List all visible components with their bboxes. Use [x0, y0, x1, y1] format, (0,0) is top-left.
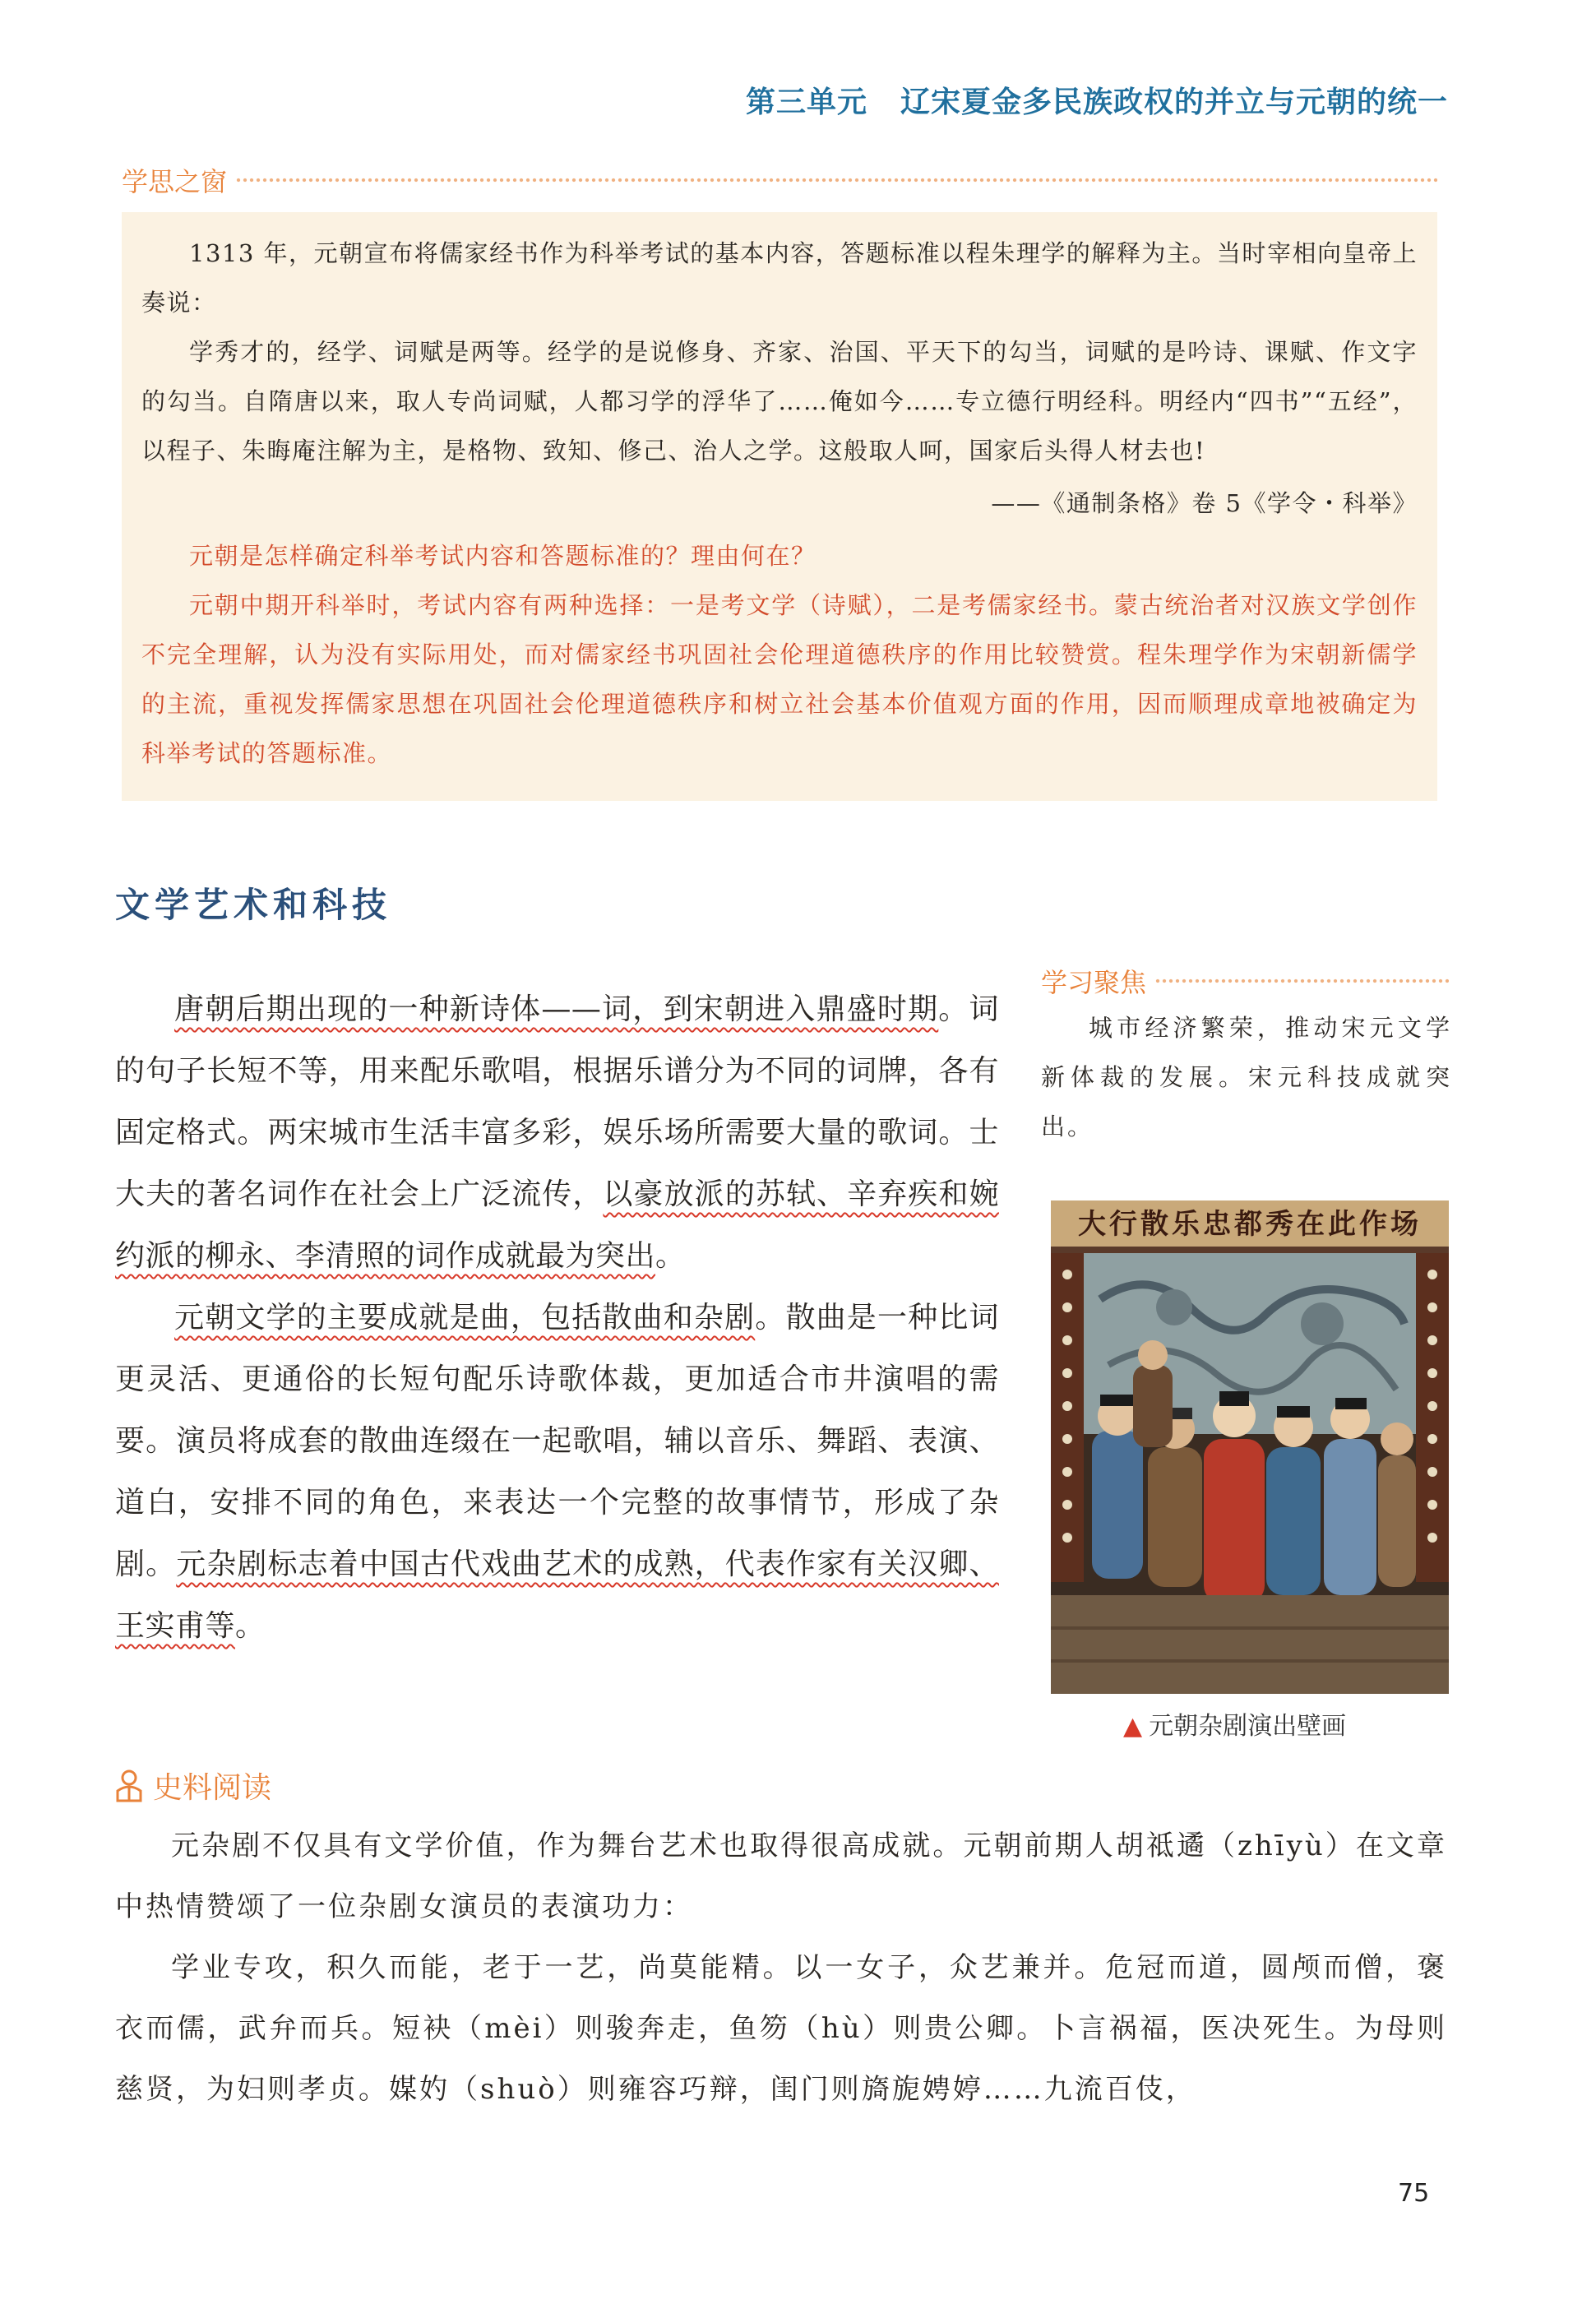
- think-window-label: 学思之窗: [122, 166, 228, 197]
- think-window-question: 元朝是怎样确定科举考试内容和答题标准的？理由何在？: [189, 542, 817, 570]
- focus-label: 学习聚焦: [1041, 967, 1147, 998]
- body-text: 。: [655, 1239, 686, 1273]
- unit-number: 第三单元: [745, 86, 867, 119]
- reading-header: [115, 1765, 271, 1806]
- figure-caption: [1123, 1705, 1346, 1742]
- body-text: 。散曲是一种比词更灵活、更通俗的长短句配乐诗歌体裁，更加适合市井演唱的需要。演员将成套的散曲连缀在一起歌唱，辅以音乐、舞蹈、表演、道白，安排不同的角色，来表达一个完整的故事情节，形成了杂剧。: [115, 1301, 999, 1581]
- think-window-header: [122, 161, 1437, 199]
- dotted-divider: [1154, 977, 1449, 985]
- think-window-box: [122, 212, 1437, 801]
- reading-intro: 元杂剧不仅具有文学价值，作为舞台艺术也取得很高成就。元朝前期人胡祗遹（zhīyù）在文章中热情赞颂了一位杂剧女演员的表演功力：: [115, 1830, 1447, 1923]
- focus-header: [1041, 962, 1449, 1000]
- mural-banner-text: 大行散乐忠都秀在此作场: [1078, 1208, 1422, 1241]
- body-text: 。词的句子长短不等，用来配乐歌唱，根据乐谱分为不同的词牌，各有固定格式。两宋城市生活丰富多彩，娱乐场所需要大量的歌词。士大夫的著名词作在社会上广泛流传，: [115, 992, 999, 1211]
- paragraph-qu: [115, 1287, 999, 1657]
- paragraph-ci: [115, 978, 999, 1287]
- think-window-quote: 学秀才的，经学、词赋是两等。经学的是说修身、齐家、治国、平天下的勾当，词赋的是吟诗、课赋、作文字的勾当。自隋唐以来，取人专尚词赋，人都习学的浮华了……俺如今……专立德行明经科。明经内“四书”“五经”，以程子、朱晦庵注解为主，是格物、致知、修己、治人之学。这般取人呵，国家后头得人材去也!: [141, 338, 1418, 465]
- page-number: 75: [1398, 2179, 1430, 2208]
- figure-caption-text: 元朝杂剧演出壁画: [1149, 1712, 1347, 1741]
- body-text: 。: [235, 1609, 266, 1643]
- triangle-icon: ▲: [1123, 1712, 1143, 1741]
- reading-body: [115, 1816, 1447, 2120]
- mural-image: [1051, 1200, 1449, 1694]
- think-window-source: ——《通制条格》卷 5《学令・科举》: [991, 489, 1418, 517]
- reader-icon: [115, 1769, 143, 1802]
- think-window-answer: 元朝中期开科举时，考试内容有两种选择：一是考文学（诗赋），二是考儒家经书。蒙古统治者对汉族文学创作不完全理解，认为没有实际用处，而对儒家经书巩固社会伦理道德秩序的作用比较赞赏。程朱理学作为宋朝新儒学的主流，重视发挥儒家思想在巩固社会伦理道德秩序和树立社会基本价值观方面的作用，因而顺理成章地被确定为科举考试的答题标准。: [141, 591, 1418, 767]
- focus-text: 城市经济繁荣，推动宋元文学新体裁的发展。宋元科技成就突出。: [1041, 1014, 1452, 1140]
- key-sentence: 唐朝后期出现的一种新诗体——词，到宋朝进入鼎盛时期: [174, 992, 939, 1026]
- mural-illustration: [1051, 1200, 1449, 1694]
- unit-header: [746, 79, 1448, 121]
- key-sentence: 元杂剧标志着中国古代戏曲艺术的成熟，代表作家有关汉卿、王实甫等: [115, 1547, 999, 1643]
- reading-label: 史料阅读: [153, 1771, 272, 1805]
- section-title: 文学艺术和科技: [115, 885, 392, 925]
- main-text-column: [115, 978, 999, 1657]
- dotted-divider: [235, 176, 1437, 184]
- key-sentence: 元朝文学的主要成就是曲，包括散曲和杂剧: [174, 1301, 756, 1335]
- reading-quote: 学业专攻，积久而能，老于一艺，尚莫能精。以一女子，众艺兼并。危冠而道，圆颅而僧，褒衣而儒，武弁而兵。短袂（mèi）则骏奔走，鱼笏（hù）则贵公卿。卜言祸福，医决死生。为母则慈贤，为妇则孝贞。媒妁（shuò）则雍容巧辩，闺门则旖旎娉婷……九流百伎，: [115, 1951, 1447, 2106]
- unit-title: 辽宋夏金多民族政权的并立与元朝的统一: [900, 86, 1448, 119]
- key-sentence: 以豪放派的苏轼、辛弃疾和婉约派的柳永、李清照的词作成就最为突出: [115, 1177, 999, 1273]
- think-window-intro: 1313 年，元朝宣布将儒家经书作为科举考试的基本内容，答题标准以程朱理学的解释为主。当时宰相向皇帝上奏说：: [141, 239, 1418, 317]
